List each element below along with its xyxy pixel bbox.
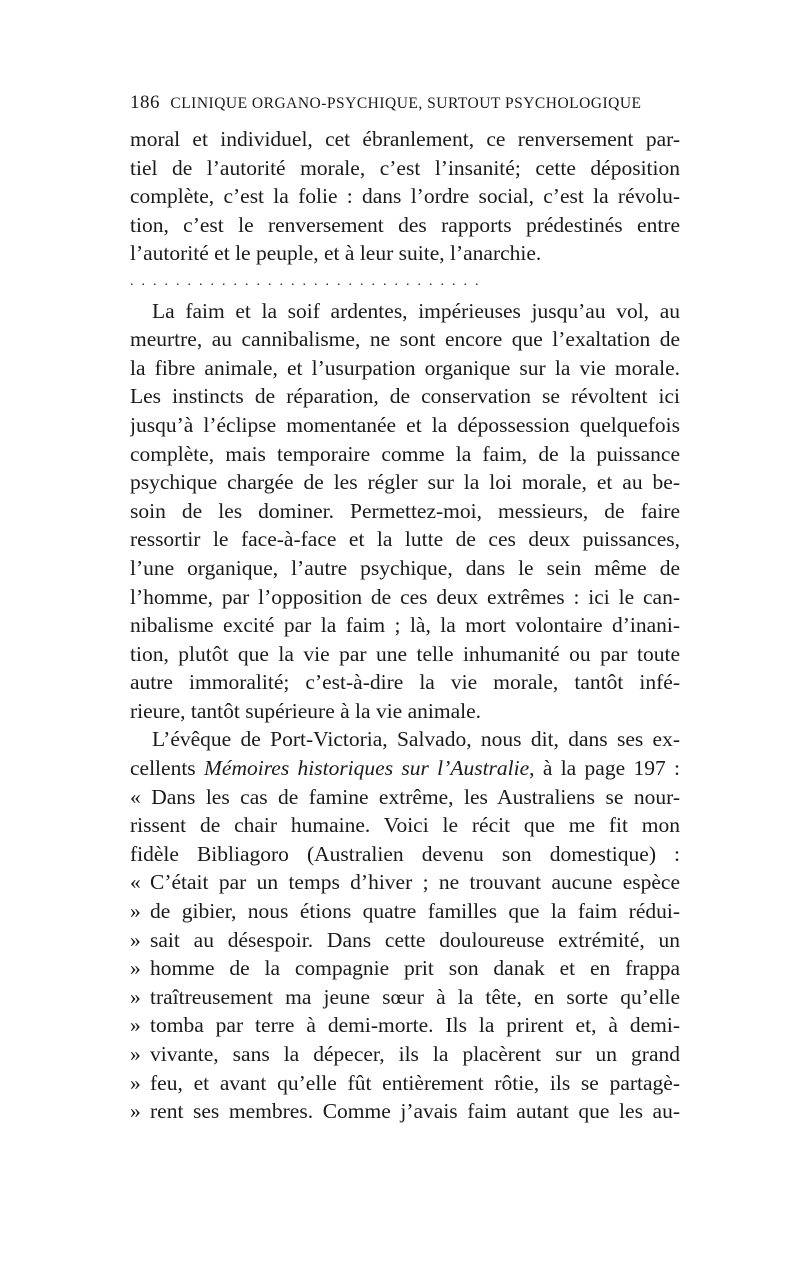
- text-line: tion, plutôt que la vie par une telle inhumanité ou par toute: [130, 641, 680, 666]
- page-number: 186: [130, 92, 160, 113]
- ellipsis-separator: ...............................: [130, 273, 487, 289]
- text-line: tiel de l’autorité morale, c’est l’insanité; cette déposition: [130, 155, 680, 180]
- text-line: tion, c’est le renversement des rapports prédestinés entre: [130, 212, 680, 237]
- text-line: la fibre animale, et l’usurpation organique sur la vie morale.: [130, 355, 680, 380]
- quote-mark: »: [130, 1042, 141, 1066]
- quote-text: de gibier, nous étions quatre familles que la faim rédui-: [150, 899, 680, 924]
- text-line: fidèle Bibliagoro (Australien devenu son domestique) :: [130, 841, 680, 866]
- quote-mark: «: [130, 870, 141, 895]
- text-line: l’une organique, l’autre psychique, dans le sein même de: [130, 555, 680, 580]
- text-line: La faim et la soif ardentes, impérieuses jusqu’au vol, au: [152, 298, 680, 323]
- body-text: [130, 125, 680, 1126]
- quote-line: [130, 1040, 680, 1069]
- text-fragment: cellents: [130, 756, 204, 781]
- text-line: « Dans les cas de famine extrême, les Australiens se nour-: [130, 784, 680, 809]
- quote-text: feu, et avant qu’elle fût entièrement rôtie, ils se partagè-: [150, 1070, 680, 1095]
- running-head: [130, 92, 680, 114]
- text-line-with-italic: [130, 754, 680, 783]
- text-line: psychique chargée de les régler sur la loi morale, et au be-: [130, 470, 680, 495]
- text-line: l’autorité et le peuple, et à leur suite, l’anarchie.: [130, 241, 542, 266]
- quote-text: tomba par terre à demi-morte. Ils la prirent et, à demi-: [150, 1013, 680, 1038]
- quote-line: [130, 954, 680, 983]
- quote-text: homme de la compagnie prit son danak et en frappa: [150, 956, 680, 981]
- quote-text: sait au désespoir. Dans cette douloureuse extrémité, un: [150, 927, 680, 952]
- text-line: autre immoralité; c’est-à-dire la vie morale, tantôt infé-: [130, 670, 680, 695]
- text-line: ressortir le face-à-face et la lutte de ces deux puissances,: [130, 527, 680, 552]
- text-line: nibalisme excité par la faim ; là, la mort volontaire d’inani-: [130, 613, 680, 638]
- text-line: rissent de chair humaine. Voici le récit que me fit mon: [130, 813, 680, 838]
- quote-line: [130, 868, 680, 897]
- text-line: rieure, tantôt supérieure à la vie animale.: [130, 698, 482, 723]
- quote-mark: »: [130, 1013, 141, 1038]
- quote-line: [130, 897, 680, 926]
- quote-line: [130, 983, 680, 1012]
- text-line: meurtre, au cannibalisme, ne sont encore que l’exaltation de: [130, 327, 680, 352]
- quote-text: C’était par un temps d’hiver ; ne trouvant aucune espèce: [150, 870, 680, 895]
- quote-line: [130, 926, 680, 955]
- quote-text: vivante, sans la dépecer, ils la placèrent sur un grand: [150, 1042, 680, 1066]
- text-fragment: , à la page 197 :: [529, 756, 680, 781]
- book-title: Mémoires historiques sur l’Australie: [204, 756, 530, 781]
- quote-mark: »: [130, 956, 141, 981]
- quote-mark: »: [130, 984, 141, 1009]
- quote-mark: »: [130, 927, 141, 952]
- text-line: jusqu’à l’éclipse momentanée et la dépossession quelquefois: [130, 412, 680, 437]
- text-line: soin de les dominer. Permettez-moi, messieurs, de faire: [130, 498, 680, 523]
- quote-mark: »: [130, 1099, 141, 1124]
- quote-text: traîtreusement ma jeune sœur à la tête, en sorte qu’elle: [150, 984, 680, 1009]
- quote-mark: »: [130, 1070, 141, 1095]
- quote-text: rent ses membres. Comme j’avais faim autant que les au-: [150, 1099, 680, 1124]
- text-line: Les instincts de réparation, de conservation se révoltent ici: [130, 384, 680, 409]
- running-title: CLINIQUE ORGANO-PSYCHIQUE, SURTOUT PSYCHOLOGIQUE: [170, 95, 642, 112]
- text-line: complète, c’est la folie : dans l’ordre social, c’est la révolu-: [130, 184, 680, 209]
- quote-line: [130, 1011, 680, 1040]
- text-line: L’évêque de Port-Victoria, Salvado, nous dit, dans ses ex-: [152, 727, 680, 752]
- quote-line: [130, 1097, 680, 1126]
- quote-mark: »: [130, 899, 141, 924]
- text-line: complète, mais temporaire comme la faim, de la puissance: [130, 441, 680, 466]
- text-line: l’homme, par l’opposition de ces deux extrêmes : ici le can-: [130, 584, 680, 609]
- quote-line: [130, 1069, 680, 1098]
- text-line: moral et individuel, cet ébranlement, ce renversement par-: [130, 127, 680, 151]
